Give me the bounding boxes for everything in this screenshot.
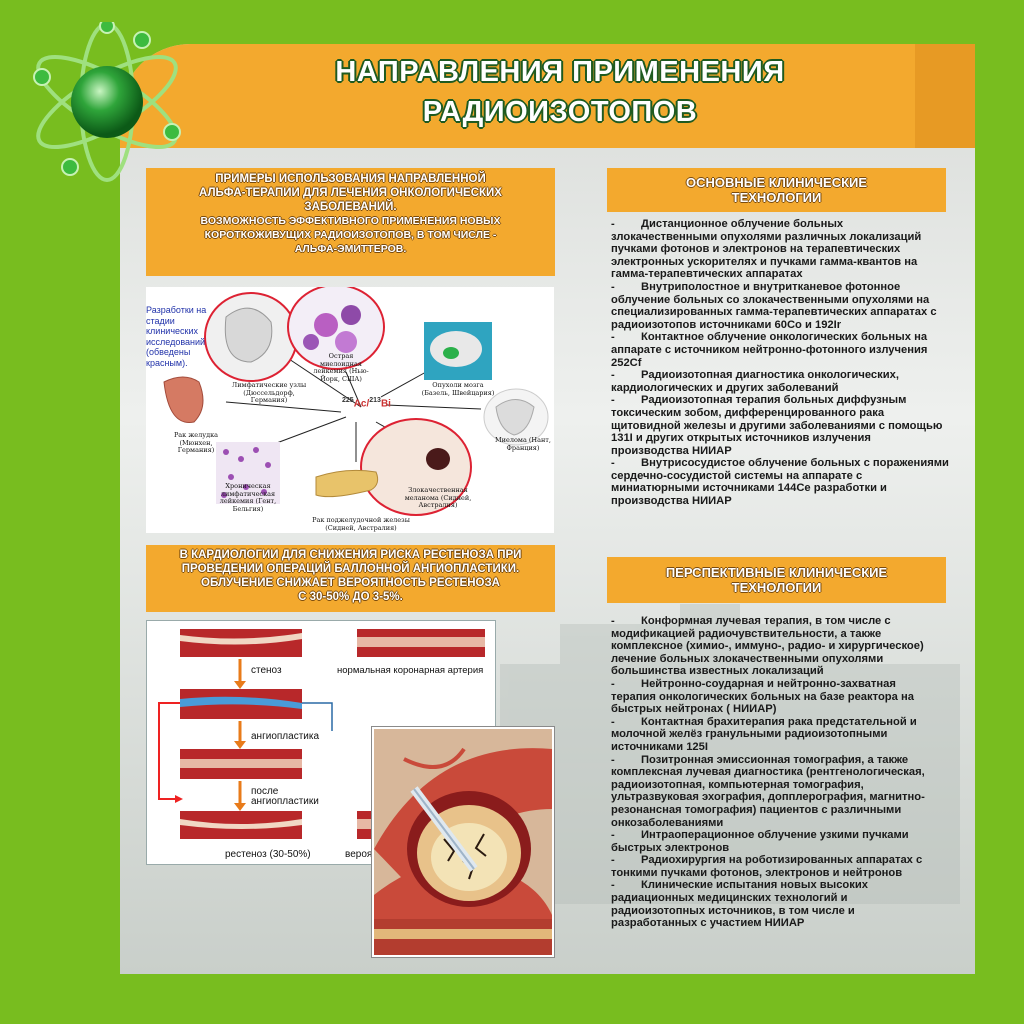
bullet: -: [611, 331, 615, 344]
alpha-box-line: КОРОТКОЖИВУЩИХ РАДИОИЗОТОПОВ, В ТОМ ЧИСЛЕ -: [204, 229, 497, 241]
bi-symbol: Bi: [380, 398, 391, 410]
list-item: [611, 331, 949, 369]
caption-stomach: Рак желудка (Мюнхен, Германия): [173, 431, 219, 454]
alpha-box-line: ПРИМЕРЫ ИСПОЛЬЗОВАНИЯ НАПРАВЛЕННОЙ: [215, 173, 486, 185]
bullet: -: [611, 753, 615, 766]
list-item-text: Дистанционное облучение больных злокачественными опухолями различных локализаций пучками фотонов и электронов на терапевтических электронных ускорителях и пучками гамма-квантов на гамма-терапевтических аппаратах: [611, 218, 922, 281]
bullet: -: [611, 715, 615, 728]
stent-artery-image: [374, 729, 552, 955]
list-item-text: Контактная брахитерапия рака предстательной и молочной желёз гранульными радиоизотопными источниками 125I: [611, 715, 917, 753]
page-title: [300, 52, 820, 132]
basic-technologies-header: [607, 168, 946, 212]
list-item: [611, 829, 941, 854]
alpha-box-line: АЛЬФА-ТЕРАПИИ ДЛЯ ЛЕЧЕНИЯ ОНКОЛОГИЧЕСКИХ: [199, 187, 502, 199]
label-angioplasty: ангиопластика: [251, 731, 320, 742]
basic-technologies-list: [611, 218, 949, 508]
list-item-text: Радиохирургия на роботизированных аппаратах с тонкими пучками фотонов, электронов и нейтронов: [611, 854, 923, 879]
after-line-2: ангиопластики: [251, 796, 319, 807]
alpha-box-line: ВОЗМОЖНОСТЬ ЭФФЕКТИВНОГО ПРИМЕНЕНИЯ НОВЫХ: [200, 215, 501, 227]
list-item: [611, 716, 941, 754]
label-stenosis: стеноз: [251, 665, 282, 676]
caption-lymph: Лимфатические узлы (Дюссельдорф, Германия): [231, 381, 307, 404]
bullet: -: [611, 829, 615, 842]
alpha-therapy-figure: [146, 287, 554, 533]
list-item: [611, 218, 949, 281]
bi-mass: 213: [369, 397, 381, 404]
list-item-text: Клинические испытания новых высоких радиационных медицинских технологий и радиоизотопных источников, в том числе и разработанных с участием НИИАР: [611, 879, 868, 930]
list-item: [611, 678, 941, 716]
bullet: -: [611, 677, 615, 690]
list-item: [611, 615, 941, 678]
caption-brain: Опухоли мозга (Базель, Швейцария): [421, 381, 495, 397]
title-line-2: РАДИОИЗОТОПОВ: [422, 96, 698, 128]
list-item-text: Конформная лучевая терапия, в том числе с модификацией радиочувствительности, а также комплексное (химио-, иммуно-, радио- и хирургическое) лечение больных злокачественными опухолями большинства известных локализаций: [611, 615, 924, 678]
list-item-text: Внутриполостное и внутритканевое фотонное облучение больных со злокачественными опухолями на специализированных гамма-терапевтических аппаратах с радиоизотопов источниками 60Со и 192Ir: [611, 280, 937, 331]
list-item: [611, 394, 949, 457]
label-restenosis: рестеноз (30-50%): [225, 849, 311, 860]
alpha-box-line: АЛЬФА-ЭМИТТЕРОВ.: [294, 243, 407, 255]
cardio-box-line: ОБЛУЧЕНИЕ СНИЖАЕТ ВЕРОЯТНОСТЬ РЕСТЕНОЗА: [201, 577, 500, 589]
list-item: [611, 457, 949, 507]
basic-header-line-2: ТЕХНОЛОГИИ: [731, 190, 822, 205]
list-item: [611, 754, 941, 830]
ac-symbol: Ac/: [353, 398, 370, 410]
basic-header-line-1: ОСНОВНЫЕ КЛИНИЧЕСКИЕ: [685, 175, 868, 190]
cardiology-box: [146, 545, 555, 612]
list-item-text: Внутрисосудистое облучение больных с поражениями сердечно-сосудистой системы на аппарате с миниатюрными источниками 144Се разработки и производства НИИАР: [611, 457, 949, 508]
alpha-therapy-box: [146, 168, 555, 276]
bullet: -: [611, 879, 615, 892]
list-item-text: Радиоизотопная терапия больных диффузным токсическим зобом, дифференцированного рака щитовидной железы и другими заболеваниями с помощью 131I и других открытых источников излучения производства НИИАР: [611, 394, 943, 457]
list-item: [611, 879, 941, 929]
label-cut-text: вероя: [345, 849, 373, 860]
bullet: -: [611, 854, 615, 867]
cardio-box-line: С 30-50% ДО 3-5%.: [298, 591, 403, 603]
list-item: [611, 369, 949, 394]
list-item-text: Интраоперационное облучение узкими пучками быстрых электронов: [611, 829, 909, 854]
future-technologies-list: [611, 615, 941, 930]
after-line-1: после: [251, 786, 279, 797]
bullet: -: [611, 218, 615, 230]
caption-myeloma: Миелома (Нант, Франция): [495, 436, 551, 452]
caption-chronic-leukemia: Хроническая лимфатическая лейкемия (Гент, Бельгия): [219, 482, 277, 513]
list-item: [611, 281, 949, 331]
label-after-angioplasty: [251, 787, 319, 807]
list-item-text: Нейтронно-соударная и нейтронно-захватная терапия онкологических больных на базе реактора на быстрых нейтронах ( НИИАР): [611, 677, 914, 716]
list-item-text: Контактное облучение онкологических больных на аппарате с источником нейтронно-фотонного излучения 252Cf: [611, 331, 928, 369]
future-header-line-1: ПЕРСПЕКТИВНЫЕ КЛИНИЧЕСКИЕ: [665, 565, 888, 580]
list-item-text: Позитронная эмиссионная томография, а также комплексная лучевая диагностика (рентгенологическая, радиоизотопная, компьютерная томография, ультразвуковая эхография, допплерография, магнитно-резонансная томография) пациентов с различными онкозаболеваниями: [611, 753, 925, 829]
isotope-label: [342, 397, 391, 409]
bullet: -: [611, 615, 615, 627]
title-line-1: НАПРАВЛЕНИЯ ПРИМЕНЕНИЯ: [335, 56, 785, 88]
bullet: -: [611, 394, 615, 407]
alpha-box-line: ЗАБОЛЕВАНИЙ.: [304, 201, 397, 213]
bullet: -: [611, 280, 615, 293]
ac-mass: 225: [342, 397, 354, 404]
caption-pancreas: Рак поджелудочной железы (Сидней, Австралия): [312, 516, 410, 532]
stent-illustration: [372, 727, 554, 957]
list-item-text: Радиоизотопная диагностика онкологических, кардиологических и других заболеваний: [611, 369, 899, 394]
future-technologies-header: [607, 557, 946, 603]
label-normal-artery: нормальная коронарная артерия: [337, 665, 484, 676]
figure-note: Разработки на стадии клинических исследований (обведены красным).: [146, 305, 207, 368]
cardio-box-line: В КАРДИОЛОГИИ ДЛЯ СНИЖЕНИЯ РИСКА РЕСТЕНОЗА ПРИ: [179, 549, 522, 561]
cardio-box-line: ПРОВЕДЕНИИ ОПЕРАЦИЙ БАЛЛОННОЙ АНГИОПЛАСТИКИ.: [181, 563, 520, 575]
future-header-line-2: ТЕХНОЛОГИИ: [731, 580, 822, 595]
bullet: -: [611, 369, 615, 382]
bullet: -: [611, 457, 615, 470]
caption-melanoma: Злокачественная меланома (Сидней, Австралия): [404, 486, 472, 509]
atom-logo-icon: [22, 22, 192, 182]
list-item: [611, 854, 941, 879]
caption-leukemia: Острая миелоидная лейкемия (Нью-Йорк, США): [313, 352, 369, 383]
